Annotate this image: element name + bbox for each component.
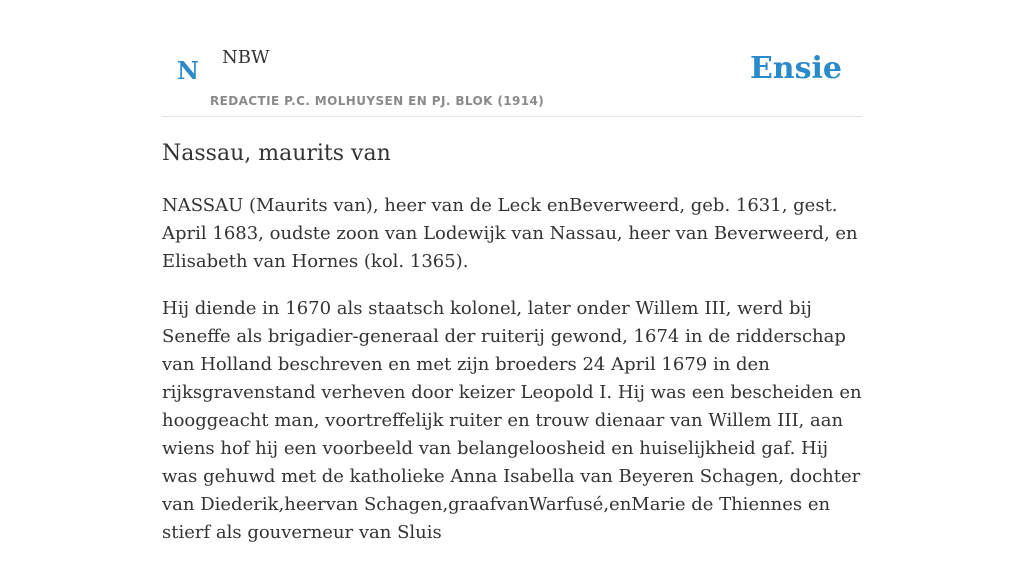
article-paragraph: NASSAU (Maurits van), heer van de Leck enBeverweerd, geb. 1631, gest. April 1683, oudste zoon van Lodewijk van Nassau, heer van Beverweerd, en Elisabeth van Hornes (kol. 1365). — [162, 195, 858, 272]
article-body — [162, 192, 862, 566]
article-title: Nassau, maurits van — [162, 141, 391, 166]
source-editors: REDACTIE P.C. MOLHUYSEN EN PJ. BLOK (1914) — [210, 94, 545, 108]
article-paragraph: Hij diende in 1670 als staatsch kolonel, later onder Willem III, werd bij Seneffe als brigadier-generaal der ruiterij gewond, 1674 in de ridderschap van Holland beschreven en met zijn broeders 24 April 1679 in den rijksgravenstand verheven door keizer Leopold I. Hij was een bescheiden en hooggeacht man, voortreffelijk ruiter en trouw dienaar van Willem III, aan wiens hof hij een voorbeeld van belangeloosheid en huiselijkheid gaf. Hij was gehuwd met de katholieke Anna Isabella van Beyeren Schagen, dochter van Diederik,heervan Schagen,graafvanWarfusé,enMarie de Thiennes en stierf als gouverneur van Sluis — [162, 298, 862, 543]
source-logo[interactable]: N — [177, 56, 199, 85]
source-title[interactable]: NBW — [222, 47, 270, 68]
brand-logo[interactable]: Ensie — [749, 51, 842, 86]
source-header — [162, 0, 862, 117]
